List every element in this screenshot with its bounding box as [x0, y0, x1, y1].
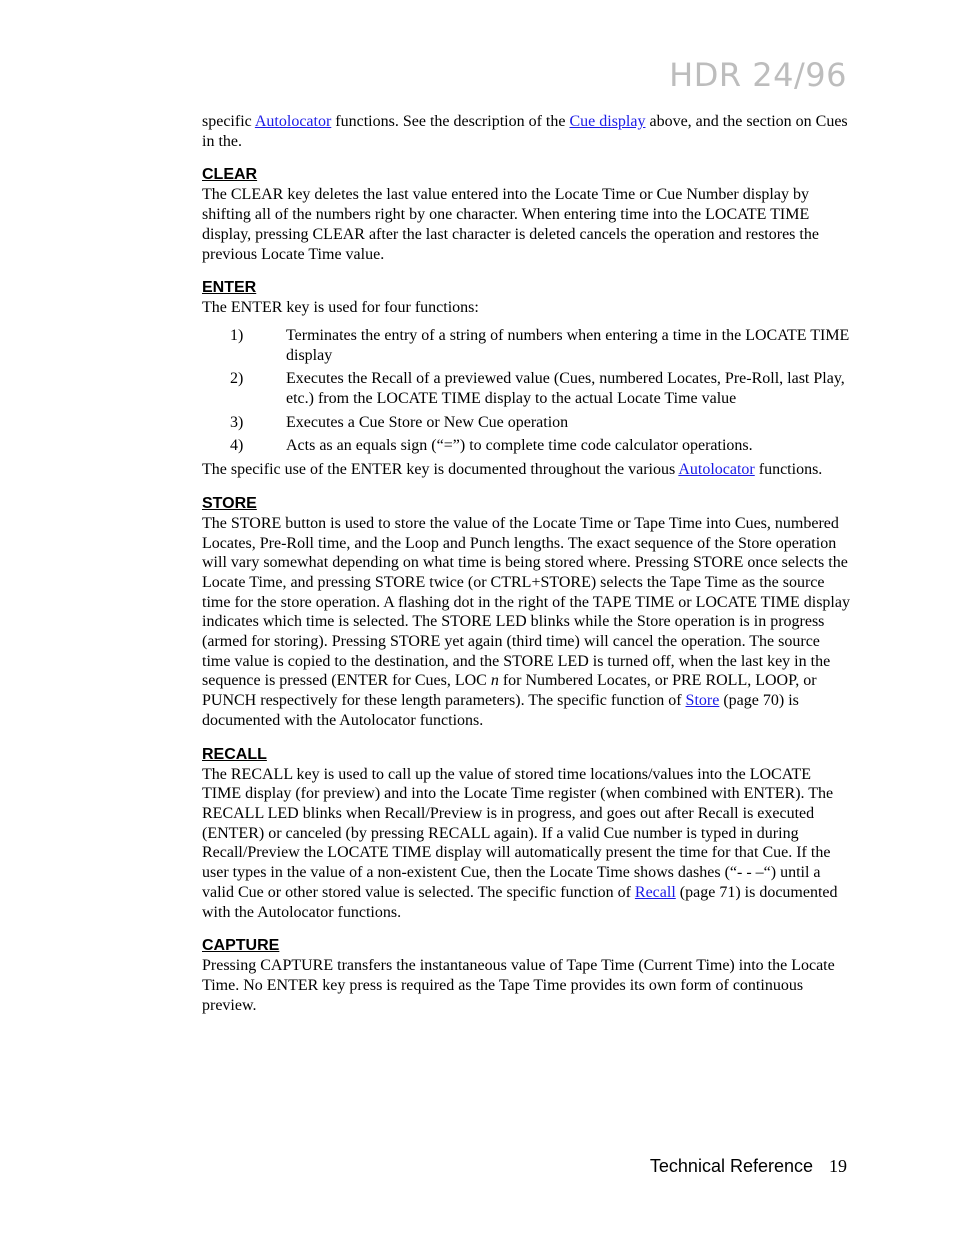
store-link[interactable]: Store [685, 692, 720, 710]
store-heading: STORE [202, 494, 257, 512]
enter-functions-list [202, 326, 852, 456]
enter-outro: The specific use of the ENTER key is documented throughout the various Autolocator functions. [202, 461, 823, 479]
clear-paragraph: The CLEAR key deletes the last value entered into the Locate Time or Cue Number display by shifting all of the numbers right by one character. When entering time into the LOCATE TIME display, pressing CLEAR after the last character is deleted cancels the operation and restores the previous Locate Time value. [202, 186, 819, 263]
autolocator-link[interactable]: Autolocator [254, 113, 332, 130]
list-item: 4) Acts as an equals sign (“=”) to complete time code calculator operations. [230, 437, 753, 455]
recall-heading: RECALL [202, 745, 267, 763]
cue-display-link[interactable]: Cue display [569, 113, 646, 130]
store-paragraph: The STORE button is used to store the value of the Locate Time or Tape Time into Cues, numbered Locates, Pre-Roll time, and the Loop and Punch lengths. The exact sequence of the Store operation will vary somewhat depending on what time is being stored where. Pressing STORE once selects the Locate Time, and pressing STORE twice (or CTRL+STORE) selects the Tape Time as the source time for the store operation. A flashing dot in the right of the TAPE TIME or LOCATE TIME display indicates which time is selected. The STORE LED blinks while the Store operation is in progress (armed for storing). Pressing STORE yet again (third time) will cancel the operation. The source time value is copied to the destination, and the STORE LED is turned off, when the last key in the sequence is pressed (ENTER for Cues, LOC n for Numbered Locates, or PRE ROLL, LOOP, or PUNCH respectively for these length parameters). The specific function of Store (page 70) is documented with the Autolocator functions. [202, 514, 850, 729]
capture-heading: CAPTURE [202, 937, 280, 955]
list-item: 2) Executes the Recall of a previewed value (Cues, numbered Locates, Pre-Roll, last Play, etc.) from the LOCATE TIME display to the actual Locate Time value [230, 370, 845, 408]
recall-link[interactable]: Recall [634, 883, 676, 901]
capture-paragraph: Pressing CAPTURE transfers the instantaneous value of Tape Time (Current Time) into the Locate Time. No ENTER key press is required as the Tape Time provides its own form of continuous preview. [202, 957, 835, 1014]
page-footer [650, 1156, 847, 1177]
page-number: 19 [829, 1156, 847, 1176]
enter-heading: ENTER [202, 279, 257, 297]
recall-paragraph: The RECALL key is used to call up the value of stored time locations/values into the LOCATE TIME display (for preview) and into the Locate Time register (when combined with ENTER). The RECALL LED blinks when Recall/Preview is in progress, and goes out after Recall is executed (ENTER) or canceled (by pressing RECALL again). If a valid Cue number is typed in during Recall/Preview the LOCATE TIME display will automatically present the time for that Cue. If the user types in the value of a non-existent Cue, then the Locate Time shows dashes (“- - –“) until a valid Cue or other stored value is selected. The specific function of Recall (page 71) is documented with the Autolocator functions. [202, 765, 838, 921]
page-header-title: HDR 24/96 [669, 56, 847, 94]
autolocator-link-2[interactable]: Autolocator [678, 461, 755, 479]
document-body [202, 112, 852, 1015]
enter-intro: The ENTER key is used for four functions: [202, 299, 479, 317]
list-item: 1) Terminates the entry of a string of numbers when entering a time in the LOCATE TIME display [230, 326, 850, 364]
list-item: 3) Executes a Cue Store or New Cue operation [230, 413, 569, 431]
clear-heading: CLEAR [202, 166, 258, 184]
intro-paragraph: specific Autolocator functions. See the description of the Cue display above, and the section on Cues in the. [202, 113, 848, 150]
footer-section-label: Technical Reference [649, 1156, 813, 1176]
